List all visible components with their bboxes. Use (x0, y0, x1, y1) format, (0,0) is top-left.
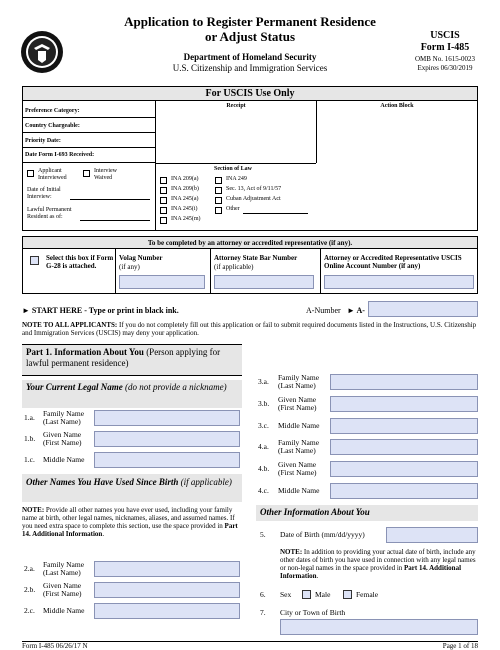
female-checkbox[interactable] (343, 590, 352, 599)
online-account-label: Attorney or Accredited Representative USCIS Online Account Number (if any) (324, 254, 462, 270)
other-names-note-bold: NOTE: (22, 506, 45, 514)
other-given-name-input[interactable] (94, 582, 240, 598)
date-initial-interview-line (70, 199, 150, 200)
row-num: 1.c. (24, 455, 35, 464)
period: . (316, 572, 319, 580)
online-account-input[interactable] (324, 275, 474, 289)
bar-number-sub: (if applicable) (214, 263, 254, 271)
city-of-birth-label: City or Town of Birth (280, 608, 346, 617)
dob-note (280, 548, 478, 580)
alt4-middle-name-label: Middle Name (278, 486, 320, 495)
applicant-interviewed-label: Applicant Interviewed (38, 168, 67, 181)
row-num: 3.c. (258, 421, 269, 430)
other-family-name-input[interactable] (94, 561, 240, 577)
ina-245i-label: INA 245(i) (171, 206, 198, 212)
other-names-note (22, 506, 242, 538)
divider (316, 101, 317, 163)
agency-name: U.S. Citizenship and Immigration Services (172, 63, 328, 73)
row-num: 6. (260, 590, 266, 599)
alt4-middle-name-input[interactable] (330, 483, 478, 499)
other-names-note-text: Provide all other names you have ever used, including your family name at birth, other legal names, nicknames, aliases, and assumed names. If you need extra space to complete this section, use the space provided in (22, 506, 235, 530)
other-law-line (243, 213, 308, 214)
sec13-label: Sec. 13, Act of 9/11/57 (226, 186, 282, 192)
given-name-label: Given Name (First Name) (43, 430, 82, 447)
form-number: Form I-485 (420, 42, 470, 53)
ina-249-checkbox[interactable] (215, 177, 222, 184)
row-num: 3.b. (258, 399, 270, 408)
alt4-family-name-label: Family Name (Last Name) (278, 438, 320, 455)
cuban-adjustment-checkbox[interactable] (215, 197, 222, 204)
female-label: Female (356, 590, 379, 599)
other-names-note-bold2: Part 14. Additional Information (22, 522, 238, 538)
footer-form-id: Form I-485 06/26/17 N (22, 642, 88, 650)
country-chargeable-label: Country Chargeable: (25, 123, 80, 129)
period: . (102, 530, 105, 538)
male-checkbox[interactable] (302, 590, 311, 599)
alt4-given-name-label: Given Name (First Name) (278, 460, 317, 477)
volag-number-sub: (if any) (119, 263, 140, 271)
expiration-date: Expires 06/30/2019 (417, 64, 473, 72)
preference-category-label: Preference Category: (25, 108, 80, 114)
a-number-input[interactable] (368, 301, 478, 317)
row-num: 1.a. (24, 413, 35, 422)
divider (320, 249, 321, 293)
row-num: 3.a. (258, 377, 269, 386)
dob-label: Date of Birth (mm/dd/yyyy) (280, 530, 365, 539)
divider (210, 249, 211, 293)
divider (23, 117, 155, 118)
i693-received-label: Date Form I-693 Received: (25, 152, 95, 158)
note-text: If you do not completely fill out this application or fail to submit required documents listed in the Instructions, U.S. Citizenship and Immigration Services (USCIS) may deny your application. (22, 321, 477, 337)
ina-209a-checkbox[interactable] (160, 177, 167, 184)
row-num: 4.b. (258, 464, 270, 473)
date-initial-interview-label: Date of Initial Interview: (27, 187, 61, 200)
row-num: 1.b. (24, 434, 36, 443)
note-to-applicants (22, 321, 478, 337)
other-names-heading (26, 477, 240, 488)
lawful-perm-resident-line (80, 220, 150, 221)
alt3-middle-name-label: Middle Name (278, 421, 320, 430)
divider (23, 132, 155, 133)
dob-note-bold2: Part 14. Additional Information (280, 564, 462, 580)
legal-name-heading-sub: (do not provide a nickname) (122, 382, 227, 392)
interview-waived-checkbox[interactable] (83, 170, 90, 177)
volag-number-input[interactable] (119, 275, 205, 289)
row-num: 4.c. (258, 486, 269, 495)
city-of-birth-input[interactable] (280, 619, 478, 635)
cuban-adjustment-label: Cuban Adjustment Act (226, 196, 281, 202)
row-num: 2.b. (24, 585, 36, 594)
form-title-line2: or Adjust Status (204, 29, 296, 44)
agency-short: USCIS (430, 30, 460, 41)
alt3-middle-name-input[interactable] (330, 418, 478, 434)
family-name-input[interactable] (94, 410, 240, 426)
other-given-name-label: Given Name (First Name) (43, 581, 82, 598)
alt3-family-name-label: Family Name (Last Name) (278, 373, 320, 390)
g28-label: Select this box if Form G-28 is attached. (46, 254, 114, 270)
ina-245m-label: INA 245(m) (171, 216, 201, 222)
lawful-perm-resident-label: Lawful Permanent Resident as of: (27, 207, 72, 220)
row-num: 2.a. (24, 564, 35, 573)
other-middle-name-input[interactable] (94, 603, 240, 619)
middle-name-label: Middle Name (43, 455, 85, 464)
attorney-title: To be completed by an attorney or accredited representative (if any). (147, 239, 353, 247)
middle-name-input[interactable] (94, 452, 240, 468)
ina-245a-label: INA 245(a) (171, 196, 199, 202)
form-title-line1: Application to Register Permanent Residence (124, 14, 376, 29)
other-law-checkbox[interactable] (215, 207, 222, 214)
row-num: 2.c. (24, 606, 35, 615)
priority-date-label: Priority Date: (25, 138, 61, 144)
ina-245a-checkbox[interactable] (160, 197, 167, 204)
start-here-text: ► START HERE - Type or print in black ink. (22, 306, 179, 315)
interview-waived-label: Interview Waived (94, 168, 117, 181)
divider (115, 249, 116, 293)
alt4-given-name-input[interactable] (330, 461, 478, 477)
part1-title (26, 347, 240, 369)
part1-title-bold: Part 1. Information About You (26, 347, 144, 357)
part1-title-rest: (Person applying for lawful permanent residence) (26, 347, 221, 368)
applicant-interviewed-checkbox[interactable] (27, 170, 34, 177)
volag-number-label: Volag Number (119, 254, 163, 262)
sec13-checkbox[interactable] (215, 187, 222, 194)
other-info-heading: Other Information About You (260, 507, 370, 517)
divider (23, 147, 155, 148)
note-bold: NOTE TO ALL APPLICANTS: (22, 321, 118, 329)
bar-number-input[interactable] (214, 275, 314, 289)
omb-number: OMB No. 1615-0023 (414, 55, 476, 63)
other-names-heading-sub: (if applicable) (178, 477, 232, 487)
alt3-given-name-input[interactable] (330, 396, 478, 412)
divider (155, 101, 156, 230)
sex-label: Sex (280, 590, 292, 599)
dob-note-bold: NOTE: (280, 548, 303, 556)
a-number-label: A-Number (306, 306, 341, 315)
given-name-input[interactable] (94, 431, 240, 447)
other-family-name-label: Family Name (Last Name) (43, 560, 85, 577)
other-law-label: Other (226, 206, 240, 212)
section-of-law-label: Section of Law (214, 166, 252, 172)
alt3-given-name-label: Given Name (First Name) (278, 395, 317, 412)
action-block-label: Action Block (380, 103, 414, 109)
uscis-use-only-title: For USCIS Use Only (205, 88, 295, 99)
legal-name-heading (26, 382, 240, 393)
divider (155, 163, 316, 164)
dob-input[interactable] (386, 527, 478, 543)
family-name-label: Family Name (Last Name) (43, 409, 85, 426)
other-names-heading-bold: Other Names You Have Used Since Birth (26, 477, 179, 487)
alt3-family-name-input[interactable] (330, 374, 478, 390)
ina-209b-label: INA 209(b) (171, 186, 199, 192)
bar-number-label: Attorney State Bar Number (214, 254, 298, 262)
department-name: Department of Homeland Security (183, 52, 317, 62)
a-number-prefix: ► A- (347, 306, 365, 315)
alt4-family-name-input[interactable] (330, 439, 478, 455)
footer-page-number: Page 1 of 18 (442, 642, 478, 650)
receipt-label: Receipt (226, 103, 246, 109)
row-num: 4.a. (258, 442, 269, 451)
other-middle-name-label: Middle Name (43, 606, 85, 615)
dhs-seal-icon (20, 30, 64, 74)
g28-checkbox[interactable] (30, 256, 39, 265)
ina-209b-checkbox[interactable] (160, 187, 167, 194)
row-num: 7. (260, 608, 266, 617)
ina-245i-checkbox[interactable] (160, 207, 167, 214)
dob-note-text: In addition to providing your actual date of birth, include any other dates of birth you have used in connection with any legal names or non-legal names in the space provided in (280, 548, 476, 572)
divider (23, 162, 155, 163)
row-num: 5. (260, 530, 266, 539)
male-label: Male (315, 590, 331, 599)
ina-245m-checkbox[interactable] (160, 217, 167, 224)
ina-249-label: INA 249 (226, 176, 247, 182)
ina-209a-label: INA 209(a) (171, 176, 199, 182)
legal-name-heading-bold: Your Current Legal Name (26, 382, 123, 392)
